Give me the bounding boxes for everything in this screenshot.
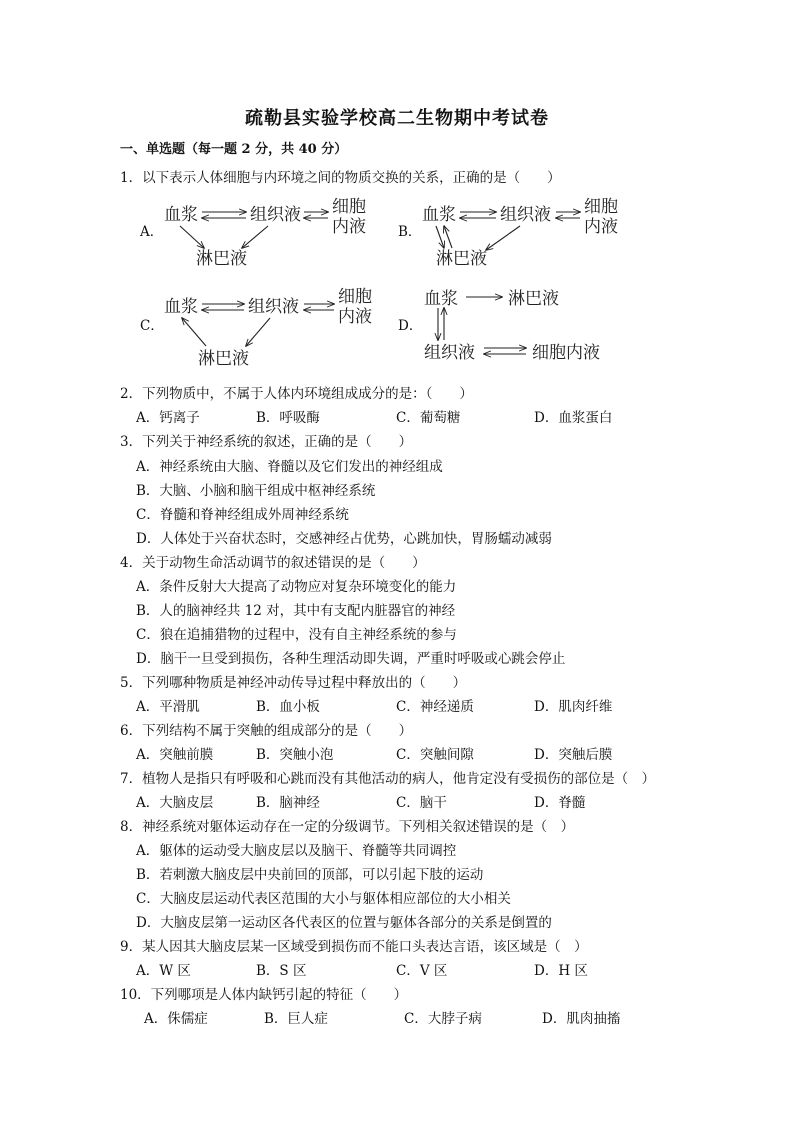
arrow-plasma-to-lymph — [436, 226, 444, 248]
tissue-fluid-node: 组织液 — [424, 343, 475, 363]
option-a: A．W 区 — [136, 963, 191, 979]
option-b: B．突触小泡 — [256, 747, 334, 763]
plasma-node: 血浆 — [424, 289, 458, 309]
plasma-node: 血浆 — [422, 205, 456, 225]
question-9-stem: 9．某人因其大脑皮层某一区域受到损伤而不能口头表达言语，该区域是（ ） — [120, 939, 588, 955]
option-a: A．神经系统由大脑、脊髓以及它们发出的神经组成 — [136, 459, 443, 475]
intracellular-node: 细胞内液 — [532, 343, 600, 363]
tissue-fluid-node: 组织液 — [500, 205, 551, 225]
arrow-lymph-to-plasma — [182, 318, 206, 346]
option-a: A．躯体的运动受大脑皮层以及脑干、脊髓等共同调控 — [136, 843, 457, 859]
option-d: D．人体处于兴奋状态时，交感神经占优势，心跳加快，胃肠蠕动减弱 — [136, 531, 552, 547]
option-b: B．若刺激大脑皮层中央前回的顶部，可以引起下肢的运动 — [136, 867, 484, 883]
option-d: D．大脑皮层第一运动区各代表区的位置与躯体各部分的关系是倒置的 — [136, 915, 552, 931]
intracellular-top-node: 细胞 — [584, 197, 618, 217]
option-b: B．脑神经 — [256, 795, 320, 811]
option-c: C．神经递质 — [396, 699, 474, 715]
tissue-fluid-node: 组织液 — [250, 205, 301, 225]
option-c: C．大脖子病 — [404, 1011, 482, 1027]
exam-title: 疏勒县实验学校高二生物期中考试卷 — [245, 108, 549, 129]
option-label-d: D． — [398, 318, 423, 334]
lymph-node: 淋巴液 — [198, 349, 249, 369]
intracellular-bottom-node: 内液 — [338, 307, 372, 327]
question-6-options — [136, 743, 696, 761]
option-b: B．S 区 — [256, 963, 307, 979]
lymph-node: 淋巴液 — [196, 249, 247, 269]
arrow-lymph-to-plasma — [444, 226, 452, 248]
question-7-stem: 7．植物人是指只有呼吸和心跳而没有其他活动的病人，他肯定没有受损伤的部位是（ ） — [120, 771, 656, 787]
option-d: D．突触后膜 — [534, 747, 613, 763]
option-c: C．脊髓和脊神经组成外周神经系统 — [136, 507, 349, 523]
option-c: C．大脑皮层运动代表区范围的大小与躯体相应部位的大小相关 — [136, 891, 511, 907]
question-9-options — [136, 959, 696, 977]
option-a: A．平滑肌 — [136, 699, 200, 715]
option-a: A．钙离子 — [136, 410, 200, 426]
arrow-tissue-to-lymph — [486, 226, 520, 250]
option-b: B．人的脑神经共 12 对，其中有支配内脏器官的神经 — [136, 603, 456, 619]
intracellular-top-node: 细胞 — [332, 197, 366, 217]
option-b: B．巨人症 — [264, 1011, 328, 1027]
plasma-node: 血浆 — [164, 297, 198, 317]
intracellular-bottom-node: 内液 — [332, 217, 366, 237]
option-a: A．突触前膜 — [136, 747, 214, 763]
option-d: D．H 区 — [534, 963, 588, 979]
option-c: C．葡萄糖 — [396, 410, 461, 426]
option-label-a: A． — [140, 224, 164, 240]
option-c: C．V 区 — [396, 963, 448, 979]
option-b: B．血小板 — [256, 699, 320, 715]
question-6-stem: 6．下列结构不属于突触的组成部分的是（ ） — [120, 723, 413, 739]
option-b: B．呼吸酶 — [256, 410, 320, 426]
option-d: D．脑干一旦受到损伤，各种生理活动即失调，严重时呼吸或心跳会停止 — [136, 651, 566, 667]
lymph-node: 淋巴液 — [436, 249, 487, 269]
intracellular-bottom-node: 内液 — [584, 217, 618, 237]
arrow-tissue-to-lymph — [242, 226, 268, 248]
question-5-stem: 5．下列哪种物质是神经冲动传导过程中释放出的（ ） — [120, 675, 467, 691]
question-10-stem: 10．下列哪项是人体内缺钙引起的特征（ ） — [120, 987, 408, 1003]
option-b: B．大脑、小脑和脑干组成中枢神经系统 — [136, 483, 376, 499]
plasma-node: 血浆 — [164, 205, 198, 225]
option-label-b: B． — [398, 224, 422, 240]
option-a: A．条件反射大大提高了动物应对复杂环境变化的能力 — [136, 579, 457, 595]
arrow-plasma-to-lymph — [180, 226, 204, 248]
option-a: A．侏儒症 — [144, 1011, 208, 1027]
option-d: D．肌肉抽搐 — [542, 1011, 621, 1027]
option-a: A．大脑皮层 — [136, 795, 214, 811]
question-3-stem: 3．下列关于神经系统的叙述，正确的是（ ） — [120, 434, 413, 450]
option-c: C．狼在追捕猎物的过程中，没有自主神经系统的参与 — [136, 627, 457, 643]
lymph-node: 淋巴液 — [508, 289, 559, 309]
question-10-options — [144, 1007, 704, 1025]
diagram-a — [138, 192, 378, 272]
option-d: D．肌肉纤维 — [534, 699, 613, 715]
intracellular-top-node: 细胞 — [338, 287, 372, 307]
option-c: C．脑干 — [396, 795, 447, 811]
question-2-options — [136, 406, 696, 424]
option-d: D．血浆蛋白 — [534, 410, 613, 426]
arrow-tissue-to-lymph — [246, 318, 270, 346]
question-5-options — [136, 695, 696, 713]
question-8-stem: 8．神经系统对躯体运动存在一定的分级调节。下列相关叙述错误的是（ ） — [120, 819, 575, 835]
diagram-b — [396, 192, 636, 272]
option-d: D．脊髓 — [534, 795, 586, 811]
diagram-d — [396, 284, 636, 370]
tissue-fluid-node: 组织液 — [248, 297, 299, 317]
question-1-stem: 1．以下表示人体细胞与内环境之间的物质交换的关系，正确的是（ ） — [120, 170, 561, 186]
question-4-stem: 4．关于动物生命活动调节的叙述错误的是（ ） — [120, 555, 426, 571]
question-7-options — [136, 791, 696, 809]
question-2-stem: 2．下列物质中，不属于人体内环境组成成分的是：（ ） — [120, 386, 473, 402]
diagram-c — [138, 284, 388, 370]
option-c: C．突触间隙 — [396, 747, 474, 763]
option-label-c: C． — [140, 318, 164, 334]
section-heading: 一、单选题（每一题 2 分，共 40 分） — [120, 142, 348, 157]
